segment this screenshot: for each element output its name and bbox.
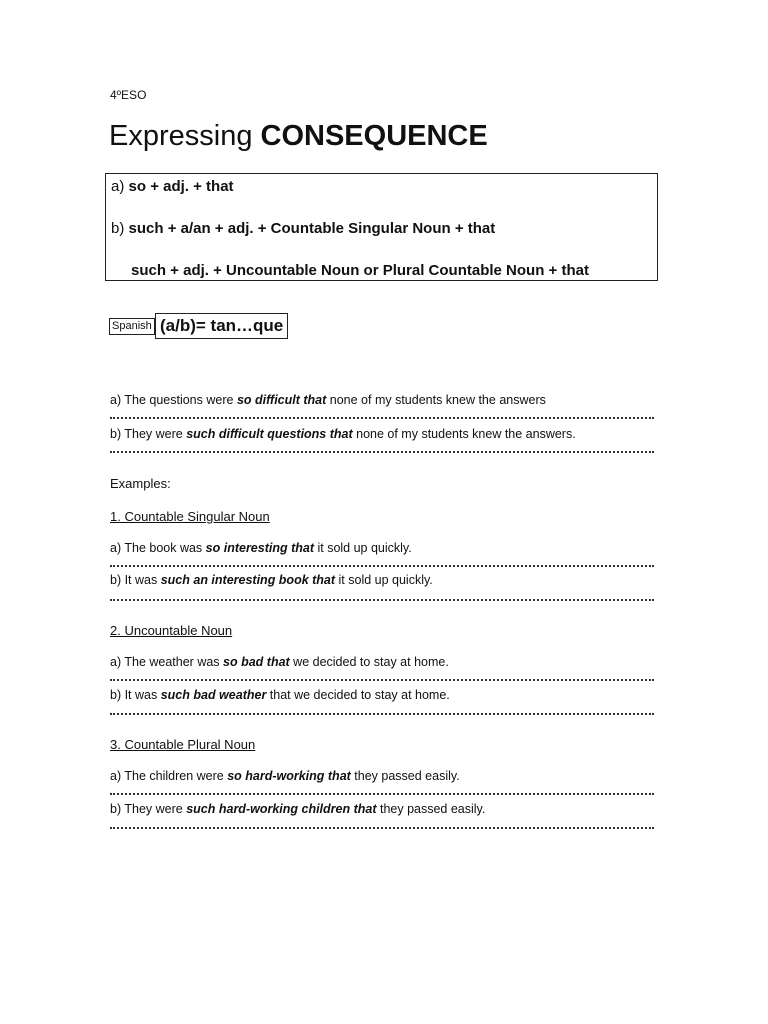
section-heading: 2. Uncountable Noun — [110, 623, 233, 638]
sentence-text: a) The weather was — [110, 655, 224, 669]
rule-a-text: so + adj. + that — [128, 178, 234, 195]
sentence-text: they passed easily. — [376, 802, 486, 816]
examples-label: Examples: — [110, 476, 171, 491]
answer-line — [110, 791, 654, 795]
sentence-text: a) The questions were — [110, 393, 237, 407]
example-sentence-b — [110, 688, 450, 702]
sentence-text: it sold up quickly. — [335, 573, 433, 587]
sentence-text: a) The children were — [110, 769, 228, 783]
sentence-emphasis: such difficult questions that — [186, 427, 353, 441]
answer-line — [110, 825, 654, 829]
sentence-text: none of my students knew the answers. — [352, 427, 576, 441]
sentence-text: they passed easily. — [350, 769, 460, 783]
section-heading: 1. Countable Singular Noun — [110, 509, 270, 524]
example-sentence-b — [110, 573, 433, 587]
answer-line — [110, 597, 654, 601]
rules-box — [105, 173, 658, 281]
rule-a-label: a) — [111, 178, 129, 195]
answer-line — [110, 563, 654, 567]
answer-line — [110, 415, 654, 419]
answer-line — [110, 677, 654, 681]
sentence-text: it sold up quickly. — [314, 541, 412, 555]
sentence-emphasis: such hard-working children that — [186, 802, 377, 816]
sentence-emphasis: so bad that — [223, 655, 290, 669]
sentence-text: we decided to stay at home. — [289, 655, 449, 669]
sentence-emphasis: so difficult that — [236, 393, 327, 407]
example-sentence-a — [110, 541, 412, 555]
sentence-text: a) The book was — [110, 541, 206, 555]
sentence-text: that we decided to stay at home. — [266, 688, 450, 702]
rule-b — [111, 220, 495, 237]
spanish-tag: Spanish — [109, 318, 155, 335]
rule-b-text: such + a/an + adj. + Countable Singular Noun + that — [128, 220, 496, 237]
sentence-emphasis: such an interesting book that — [160, 573, 336, 587]
title-plain: Expressing — [109, 120, 261, 152]
intro-sentence-a — [110, 393, 546, 407]
sentence-text: b) They were — [110, 427, 187, 441]
sentence-text: b) It was — [110, 573, 161, 587]
rule-b2-text: such + adj. + Uncountable Noun or Plural Countable Noun + that — [131, 262, 589, 279]
answer-line — [110, 711, 654, 715]
sentence-text: b) It was — [110, 688, 161, 702]
sentence-emphasis: so hard-working that — [227, 769, 351, 783]
rule-a — [111, 178, 234, 195]
example-sentence-b — [110, 802, 485, 816]
rule-b2 — [131, 262, 589, 279]
spanish-translation: (a/b)= tan…que — [155, 313, 288, 339]
sentence-emphasis: so interesting that — [205, 541, 314, 555]
sentence-emphasis: such bad weather — [160, 688, 267, 702]
level-label: 4ºESO — [110, 88, 147, 102]
section-heading: 3. Countable Plural Noun — [110, 737, 256, 752]
intro-sentence-b — [110, 427, 576, 441]
answer-line — [110, 449, 654, 453]
rule-b-label: b) — [111, 220, 129, 237]
sentence-text: none of my students knew the answers — [326, 393, 546, 407]
example-sentence-a — [110, 655, 449, 669]
example-sentence-a — [110, 769, 460, 783]
sentence-text: b) They were — [110, 802, 187, 816]
title-bold: CONSEQUENCE — [260, 120, 488, 152]
page-title — [109, 120, 488, 153]
